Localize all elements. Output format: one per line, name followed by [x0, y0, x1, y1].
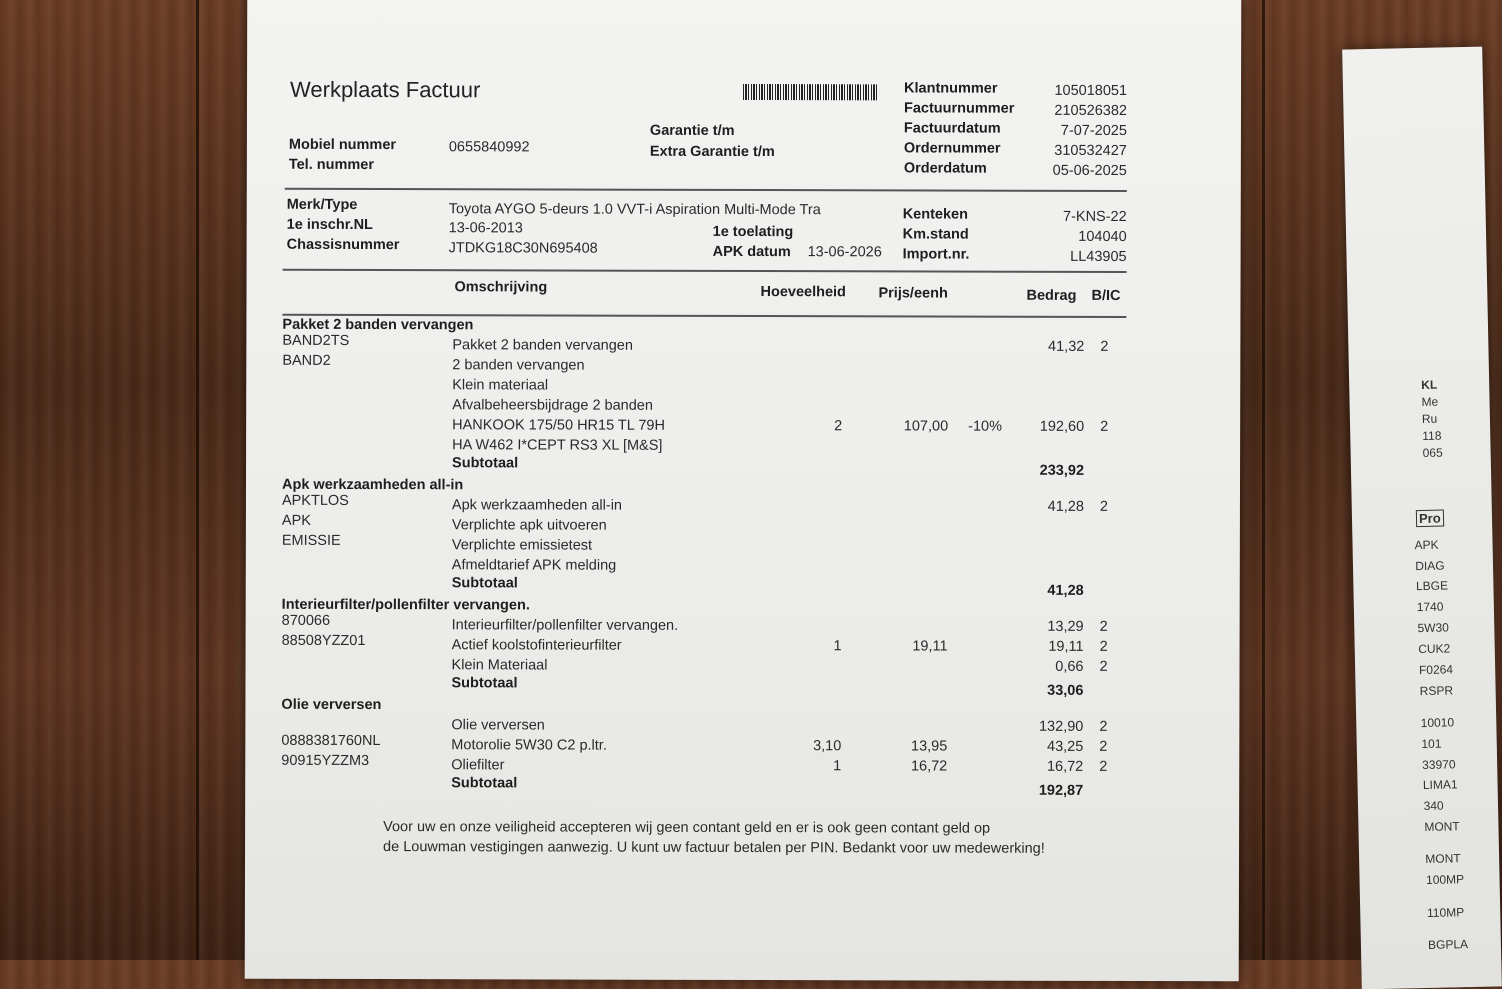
km-value: 104040	[1078, 228, 1127, 246]
item-code: APK	[281, 512, 311, 529]
product-code-fragment: LBGE	[1415, 578, 1449, 594]
product-code-fragment: CUK2	[1418, 641, 1451, 657]
footer-line-1: Voor uw en onze veiligheid accepteren wij geen contant geld en er is ook geen contant geld op	[383, 819, 991, 837]
subtotal-label: Subtotaal	[451, 775, 518, 792]
tel-label: Tel. nummer	[288, 156, 374, 174]
item-description: 2 banden vervangen	[452, 357, 585, 374]
address-fragment: 065	[1422, 445, 1443, 460]
item-quantity: 3,10	[813, 738, 842, 755]
meta-value: 05-06-2025	[1052, 162, 1127, 180]
item-code: APKTLOS	[281, 492, 349, 509]
garantie-label: Garantie t/m	[649, 122, 735, 139]
item-description: Afvalbeheersbijdrage 2 banden	[452, 397, 653, 414]
subtotal-amount: 233,92	[1039, 462, 1085, 479]
col-hoeveelheid: Hoeveelheid	[760, 284, 846, 301]
item-bic: 2	[1099, 638, 1108, 655]
barcode	[743, 84, 879, 100]
subtotal-amount: 33,06	[1047, 682, 1084, 699]
item-unit-price: 13,95	[910, 738, 948, 755]
item-unit-price: 107,00	[903, 418, 949, 435]
product-code-fragment: 340	[1423, 798, 1444, 814]
item-bic: 2	[1099, 738, 1108, 755]
item-quantity: 1	[833, 758, 842, 775]
item-amount: 132,90	[1038, 718, 1084, 735]
item-description: Apk werkzaamheden all-in	[451, 497, 623, 514]
item-description: Actief koolstofinterieurfilter	[451, 637, 622, 654]
item-amount: 41,28	[1047, 498, 1084, 515]
meta-value: 105018051	[1054, 82, 1128, 100]
product-code-fragment: RSPR	[1419, 683, 1454, 699]
item-description: Klein materiaal	[452, 377, 549, 394]
item-bic: 2	[1099, 658, 1108, 675]
inschr-value: 13-06-2013	[448, 220, 523, 237]
item-bic: 2	[1099, 758, 1108, 775]
product-code-fragment: BGPLA	[1427, 937, 1469, 952]
item-bic: 2	[1099, 618, 1108, 635]
item-amount: 16,72	[1046, 758, 1084, 775]
item-discount: -10%	[968, 418, 1003, 435]
product-code-fragment: DIAG	[1415, 558, 1445, 574]
item-code: 90915YZZM3	[281, 752, 370, 770]
extra-garantie-label: Extra Garantie t/m	[649, 143, 775, 161]
item-quantity: 1	[833, 638, 842, 655]
footer-line-2: de Louwman vestigingen aanwezig. U kunt uw factuur betalen per PIN. Bedankt voor uw medewerking!	[383, 839, 1045, 857]
item-code: 0888381760NL	[281, 732, 381, 750]
item-description: Afmeldtarief APK melding	[451, 557, 617, 574]
floor-seam	[196, 0, 199, 960]
item-description: HANKOOK 175/50 HR15 TL 79H	[452, 417, 665, 434]
product-code-fragment: APK	[1414, 537, 1439, 553]
product-code-fragment: 110MP	[1426, 905, 1465, 920]
item-description: Verplichte emissietest	[451, 537, 593, 554]
subtotal-amount: 192,87	[1038, 782, 1084, 799]
subtotal-amount: 41,28	[1047, 582, 1084, 599]
product-code-fragment: LIMA1	[1422, 777, 1458, 793]
item-description: Klein Materiaal	[451, 657, 548, 674]
mobiel-value: 0655840992	[448, 139, 530, 156]
invoice-page	[245, 0, 1242, 981]
item-unit-price: 16,72	[910, 758, 948, 775]
subtotal-label: Subtotaal	[452, 455, 519, 472]
section-heading: Olie verversen	[281, 696, 382, 714]
item-description: Verplichte apk uitvoeren	[451, 517, 607, 534]
product-code-fragment: 10010	[1420, 715, 1455, 731]
import-label: Import.nr.	[902, 246, 970, 263]
item-description: Oliefilter	[451, 757, 505, 774]
toelating-label: 1e toelating	[712, 223, 794, 241]
item-code: EMISSIE	[281, 532, 341, 549]
apk-value: 13-06-2026	[807, 244, 882, 261]
meta-label: Factuurdatum	[903, 120, 1001, 137]
product-header-box: Pro	[1416, 510, 1444, 528]
meta-value: 7-07-2025	[1060, 122, 1127, 140]
item-amount: 41,32	[1048, 338, 1085, 355]
divider	[285, 188, 1127, 192]
kenteken-value: 7-KNS-22	[1063, 208, 1127, 226]
item-code: BAND2TS	[282, 332, 350, 349]
divider	[283, 269, 1127, 273]
item-amount: 192,60	[1039, 418, 1085, 435]
item-bic: 2	[1100, 418, 1109, 435]
mobiel-label: Mobiel nummer	[288, 136, 397, 154]
merk-label: Merk/Type	[286, 196, 358, 213]
item-code: BAND2	[282, 352, 331, 369]
meta-label: Klantnummer	[904, 80, 998, 97]
section-heading: Interieurfilter/pollenfilter vervangen.	[281, 596, 530, 614]
product-code-fragment: 101	[1421, 736, 1442, 752]
product-code-fragment: MONT	[1424, 819, 1460, 835]
item-bic: 2	[1099, 718, 1108, 735]
product-code-fragment: 1740	[1416, 599, 1444, 615]
section-heading: Pakket 2 banden vervangen	[282, 316, 474, 334]
invoice-title: Werkplaats Factuur	[290, 76, 481, 103]
product-code-fragment: MONT	[1425, 851, 1461, 867]
address-fragment: Me	[1421, 394, 1439, 409]
item-description: Olie verversen	[451, 717, 545, 734]
meta-label: Orderdatum	[903, 160, 987, 177]
chassis-value: JTDKG18C30N695408	[448, 240, 598, 257]
km-label: Km.stand	[902, 226, 969, 243]
kenteken-label: Kenteken	[902, 206, 969, 223]
item-amount: 43,25	[1046, 738, 1084, 755]
meta-label: Factuurnummer	[903, 100, 1015, 117]
item-amount: 0,66	[1055, 658, 1084, 675]
address-fragment: Ru	[1421, 411, 1438, 426]
address-fragment: 118	[1422, 428, 1442, 443]
col-omschrijving: Omschrijving	[454, 279, 548, 296]
item-code: 88508YZZ01	[281, 632, 366, 650]
chassis-label: Chassisnummer	[286, 236, 400, 254]
merk-value: Toyota AYGO 5-deurs 1.0 VVT-i Aspiration Multi-Mode Tra	[448, 201, 821, 219]
section-heading: Apk werkzaamheden all-in	[281, 476, 464, 494]
col-prijs: Prijs/eenh	[878, 285, 948, 302]
product-code-fragment: 33970	[1422, 757, 1456, 773]
address-fragment: KL	[1421, 377, 1438, 392]
import-value: LL43905	[1070, 248, 1127, 266]
item-unit-price: 19,11	[912, 638, 948, 655]
item-description: Motorolie 5W30 C2 p.ltr.	[451, 737, 607, 754]
item-bic: 2	[1099, 498, 1109, 515]
meta-value: 210526382	[1054, 102, 1128, 120]
col-bedrag: Bedrag	[1026, 287, 1077, 304]
product-code-fragment: 5W30	[1417, 620, 1449, 636]
second-page	[1342, 47, 1502, 989]
inschr-label: 1e inschr.NL	[286, 216, 373, 234]
item-description: Interieurfilter/pollenfilter vervangen.	[451, 617, 679, 634]
item-amount: 13,29	[1047, 618, 1084, 635]
meta-label: Ordernummer	[903, 140, 1001, 157]
subtotal-label: Subtotaal	[451, 675, 518, 692]
item-code: 870066	[281, 612, 331, 629]
item-description: Pakket 2 banden vervangen	[452, 337, 633, 354]
meta-value: 310532427	[1054, 142, 1127, 160]
item-quantity: 2	[834, 418, 843, 435]
floor-seam	[1262, 0, 1265, 960]
item-description: HA W462 I*CEPT RS3 XL [M&S]	[452, 437, 663, 454]
item-bic: 2	[1100, 338, 1109, 355]
col-bic: B/IC	[1091, 287, 1121, 304]
apk-label: APK datum	[712, 243, 791, 261]
product-code-fragment: 100MP	[1425, 872, 1465, 887]
product-code-fragment: F0264	[1418, 662, 1454, 678]
subtotal-label: Subtotaal	[451, 575, 518, 592]
item-amount: 19,11	[1048, 638, 1084, 655]
